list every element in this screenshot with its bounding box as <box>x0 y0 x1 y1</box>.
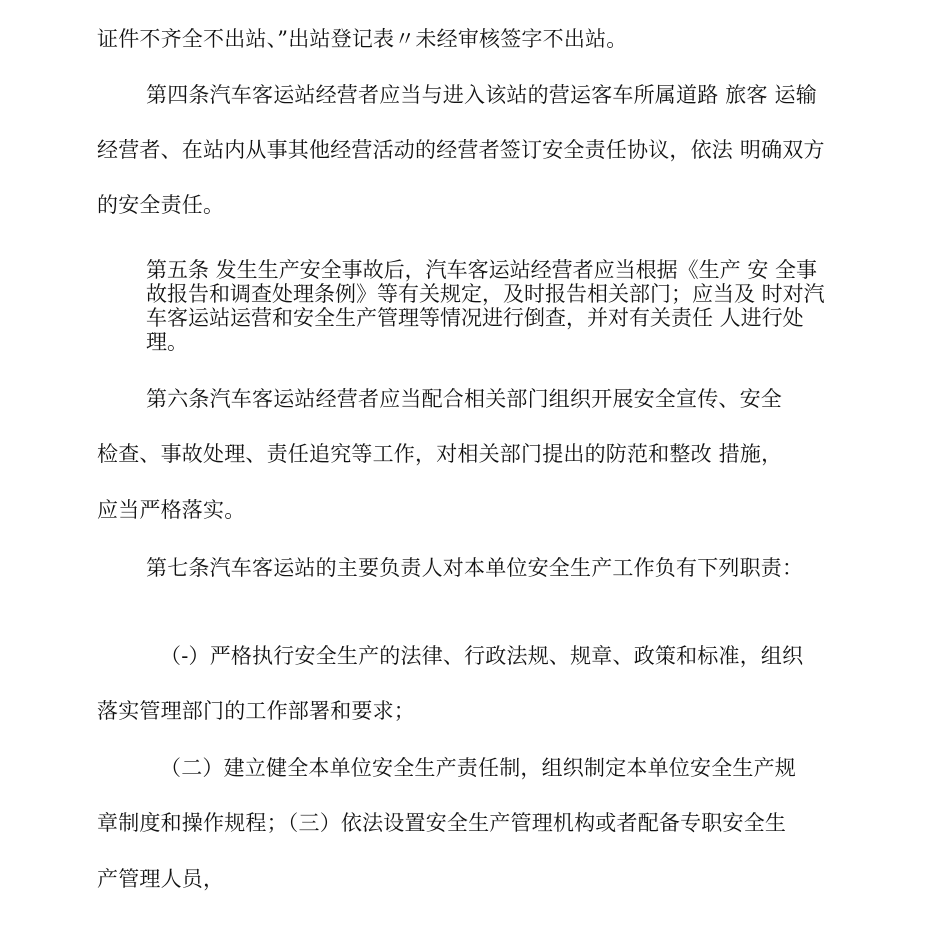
text-line: 第六条汽车客运站经营者应当配合相关部门组织开展安全宣传、安全 <box>146 387 782 411</box>
text-line: 检查、事故处理、责任追究等工作，对相关部门提出的防范和整改 措施， <box>97 442 783 466</box>
text-line: 应当严格落实。 <box>97 498 246 522</box>
text-line: 经营者、在站内从事其他经营活动的经营者签订安全责任协议，依法 明确双方 <box>97 138 825 162</box>
text-line: 第五条 发生生产安全事故后，汽车客运站经营者应当根据《生产 安 全事 <box>146 258 818 282</box>
text-line: 车客运站运营和安全生产管理等情况进行倒查，并对有关责任 人进行处 <box>146 306 804 330</box>
text-line: （二）建立健全本单位安全生产责任制，组织制定本单位安全生产规 <box>160 756 796 780</box>
text-line: 第四条汽车客运站经营者应当与进入该站的营运客车所属道路 旅客 运输 <box>146 83 817 107</box>
text-line: 落实管理部门的工作部署和要求； <box>97 699 415 723</box>
article-five-block <box>146 258 870 354</box>
text-line: 的安全责任。 <box>97 193 225 217</box>
text-line: 章制度和操作规程；（三）依法设置安全生产管理机构或者配备专职安全生 <box>97 811 787 835</box>
text-line: 故报告和调查处理条例》等有关规定，及时报告相关部门；应当及 时对汽 <box>146 282 825 306</box>
text-line: 理。 <box>146 330 188 354</box>
text-line: 第七条汽车客运站的主要负责人对本单位安全生产工作负有下列职责： <box>146 556 804 580</box>
text-line: （-）严格执行安全生产的法律、行政法规、规章、政策和标准，组织 <box>160 644 804 668</box>
text-line: 证件不齐全不出站、”出站登记表〃未经审核签字不出站。 <box>97 27 628 51</box>
text-line: 产管理人员， <box>97 867 225 891</box>
